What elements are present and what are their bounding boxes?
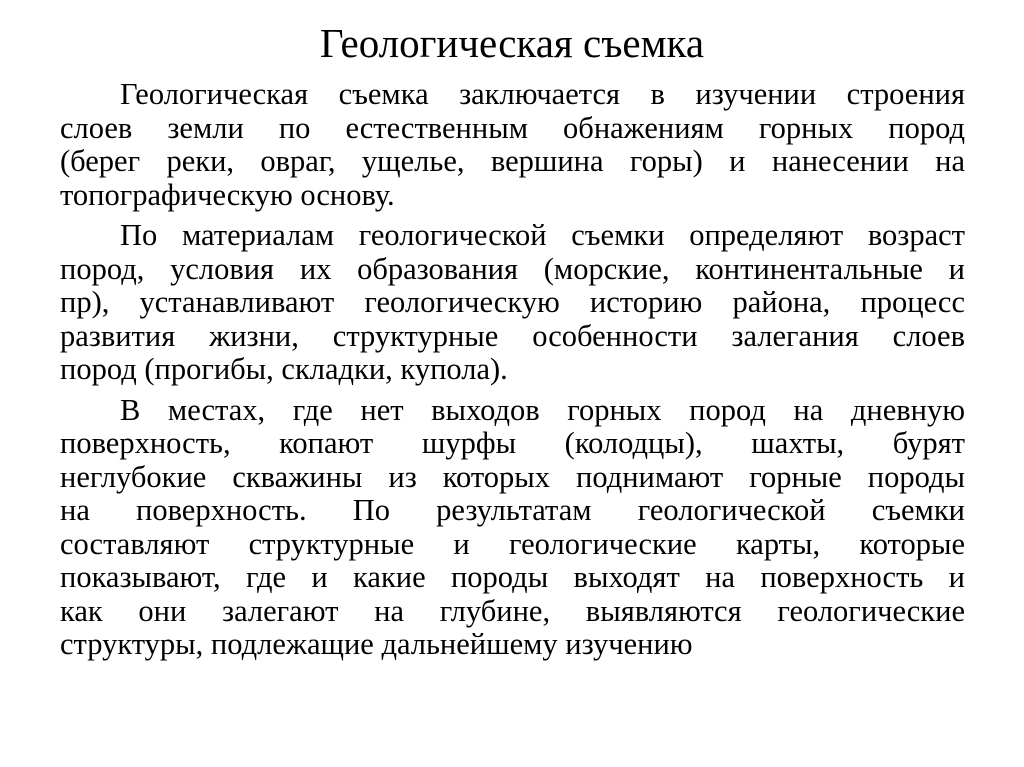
text-line: (берег реки, овраг, ущелье, вершина горы) и нанесении на xyxy=(60,144,965,178)
slide-body xyxy=(60,78,965,669)
text-line: структуры, подлежащие дальнейшему изучению xyxy=(60,627,693,661)
text-line: пород (прогибы, складки, купола). xyxy=(60,352,508,386)
text-line: пр), устанавливают геологическую историю района, процесс xyxy=(60,285,965,319)
paragraph xyxy=(60,78,965,212)
text-line: неглубокие скважины из которых поднимают горные породы xyxy=(60,459,965,494)
text-line: пород, условия их образования (морские, континентальные и xyxy=(60,251,965,286)
text-line: слоев земли по естественным обнажениям горных пород xyxy=(60,110,965,145)
text-line: как они залегают на глубине, выявляются геологические xyxy=(60,593,965,628)
text-line: развития жизни, структурные особенности залегания слоев xyxy=(60,318,965,353)
text-line: поверхность, копают шурфы (колодцы), шахты, бурят xyxy=(60,426,965,460)
slide-title: Геологическая съемка xyxy=(319,20,705,66)
text-line: Геологическая съемка заключается в изучении строения xyxy=(120,77,965,111)
text-line: составляют структурные и геологические карты, которые xyxy=(60,526,965,561)
text-line: на поверхность. По результатам геологической съемки xyxy=(60,493,965,527)
text-line: В местах, где нет выходов горных пород на дневную xyxy=(120,392,965,427)
paragraph xyxy=(60,219,965,387)
paragraph xyxy=(60,394,965,662)
text-line: показывают, где и какие породы выходят на поверхность и xyxy=(60,560,965,594)
text-line: топографическую основу. xyxy=(60,177,395,212)
text-line: По материалам геологической съемки определяют возраст xyxy=(120,218,965,252)
